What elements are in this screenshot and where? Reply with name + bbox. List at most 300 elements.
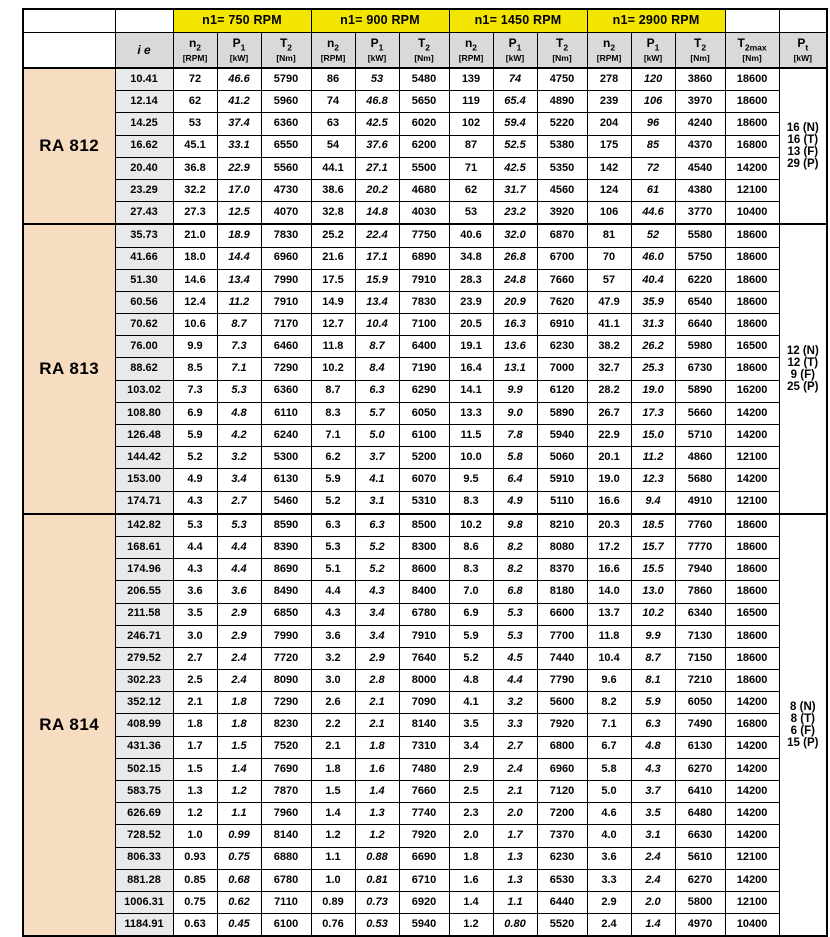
cell-t2-900: 7740	[399, 803, 449, 825]
cell-p1-2900: 61	[631, 179, 675, 201]
cell-t2-1450: 8080	[537, 536, 587, 558]
cell-t2-750: 4070	[261, 202, 311, 225]
cell-t2max: 14200	[725, 736, 779, 758]
cell-t2-1450: 6800	[537, 736, 587, 758]
gearbox-rating-table	[22, 8, 828, 937]
cell-t2max: 18600	[725, 314, 779, 336]
cell-p1-900: 0.81	[355, 869, 399, 891]
header-sub-row	[23, 33, 827, 69]
cell-t2-750: 6460	[261, 336, 311, 358]
cell-t2max: 10400	[725, 202, 779, 225]
cell-t2-750: 7960	[261, 803, 311, 825]
cell-t2-1450: 7660	[537, 269, 587, 291]
family-label-ra-812: RA 812	[23, 68, 115, 224]
cell-t2-750: 7290	[261, 692, 311, 714]
cell-n2-2900: 26.7	[587, 402, 631, 424]
cell-t2-2900: 4970	[675, 914, 725, 937]
cell-p1-750: 46.6	[217, 68, 261, 91]
cell-p1-2900: 2.4	[631, 847, 675, 869]
cell-p1-2900: 15.7	[631, 536, 675, 558]
cell-p1-750: 4.4	[217, 536, 261, 558]
cell-n2-2900: 14.0	[587, 581, 631, 603]
cell-n2-2900: 13.7	[587, 603, 631, 625]
cell-t2-750: 6100	[261, 914, 311, 937]
cell-p1-900: 5.2	[355, 536, 399, 558]
cell-t2-1450: 6230	[537, 336, 587, 358]
cell-n2-750: 12.4	[173, 291, 217, 313]
cell-n2-900: 11.8	[311, 336, 355, 358]
cell-n2-2900: 20.3	[587, 514, 631, 537]
cell-t2-750: 6780	[261, 869, 311, 891]
cell-p1-1450: 5.3	[493, 625, 537, 647]
cell-p1-900: 1.6	[355, 758, 399, 780]
table-row	[23, 179, 827, 201]
cell-p1-900: 5.2	[355, 559, 399, 581]
cell-p1-1450: 26.8	[493, 247, 537, 269]
cell-n2-1450: 2.5	[449, 781, 493, 803]
cell-p1-750: 17.0	[217, 179, 261, 201]
cell-t2max: 18600	[725, 559, 779, 581]
cell-t2-900: 7100	[399, 314, 449, 336]
header-group-n1-2900: n1= 2900 RPM	[587, 9, 725, 33]
cell-p1-750: 1.8	[217, 714, 261, 736]
cell-p1-1450: 5.3	[493, 603, 537, 625]
cell-t2-2900: 5710	[675, 425, 725, 447]
cell-n2-2900: 32.7	[587, 358, 631, 380]
cell-n2-2900: 2.9	[587, 891, 631, 913]
cell-t2-900: 8300	[399, 536, 449, 558]
cell-p1-1450: 59.4	[493, 113, 537, 135]
cell-n2-750: 45.1	[173, 135, 217, 157]
cell-n2-900: 10.2	[311, 358, 355, 380]
cell-p1-2900: 10.2	[631, 603, 675, 625]
cell-t2-750: 6360	[261, 113, 311, 135]
cell-p1-750: 4.8	[217, 402, 261, 424]
cell-p1-1450: 1.3	[493, 869, 537, 891]
cell-t2-2900: 4910	[675, 491, 725, 514]
cell-n2-900: 5.9	[311, 469, 355, 491]
cell-n2-900: 4.4	[311, 581, 355, 603]
cell-n2-750: 3.0	[173, 625, 217, 647]
cell-t2-900: 7750	[399, 224, 449, 247]
cell-n2-1450: 3.4	[449, 736, 493, 758]
cell-n2-750: 32.2	[173, 179, 217, 201]
cell-p1-1450: 0.80	[493, 914, 537, 937]
cell-p1-1450: 13.6	[493, 336, 537, 358]
cell-p1-1450: 8.2	[493, 559, 537, 581]
table-row	[23, 380, 827, 402]
family-label-ra-814: RA 814	[23, 514, 115, 937]
cell-p1-2900: 35.9	[631, 291, 675, 313]
cell-p1-2900: 1.4	[631, 914, 675, 937]
cell-t2-900: 7190	[399, 358, 449, 380]
cell-p1-900: 17.1	[355, 247, 399, 269]
table-row	[23, 402, 827, 424]
cell-p1-1450: 7.8	[493, 425, 537, 447]
cell-t2-750: 4730	[261, 179, 311, 201]
cell-t2max: 18600	[725, 113, 779, 135]
cell-t2-750: 8590	[261, 514, 311, 537]
cell-p1-750: 0.75	[217, 847, 261, 869]
cell-t2-1450: 7790	[537, 670, 587, 692]
cell-n2-1450: 139	[449, 68, 493, 91]
cell-p1-1450: 20.9	[493, 291, 537, 313]
cell-t2-1450: 5380	[537, 135, 587, 157]
table-row	[23, 425, 827, 447]
cell-p1-900: 8.7	[355, 336, 399, 358]
cell-n2-1450: 8.3	[449, 491, 493, 514]
cell-t2-2900: 3770	[675, 202, 725, 225]
cell-ie: 142.82	[115, 514, 173, 537]
cell-n2-2900: 124	[587, 179, 631, 201]
cell-p1-1450: 6.8	[493, 581, 537, 603]
header-t2-900: $T_2$ [Nm]	[399, 33, 449, 69]
cell-p1-1450: 31.7	[493, 179, 537, 201]
cell-t2-2900: 6640	[675, 314, 725, 336]
cell-n2-900: 44.1	[311, 157, 355, 179]
cell-p1-2900: 2.4	[631, 869, 675, 891]
cell-p1-750: 2.7	[217, 491, 261, 514]
cell-t2-2900: 7210	[675, 670, 725, 692]
table-row	[23, 358, 827, 380]
cell-n2-1450: 1.8	[449, 847, 493, 869]
cell-t2max: 16800	[725, 135, 779, 157]
table-row	[23, 647, 827, 669]
cell-t2-750: 6240	[261, 425, 311, 447]
cell-p1-900: 8.4	[355, 358, 399, 380]
table-row	[23, 581, 827, 603]
cell-t2-1450: 7920	[537, 714, 587, 736]
cell-n2-1450: 1.2	[449, 914, 493, 937]
table-row	[23, 670, 827, 692]
cell-t2-2900: 7940	[675, 559, 725, 581]
cell-n2-2900: 4.6	[587, 803, 631, 825]
cell-n2-750: 5.9	[173, 425, 217, 447]
cell-p1-2900: 9.9	[631, 625, 675, 647]
cell-n2-2900: 41.1	[587, 314, 631, 336]
header-group-n1-900: n1= 900 RPM	[311, 9, 449, 33]
table-row	[23, 157, 827, 179]
cell-t2-1450: 5940	[537, 425, 587, 447]
cell-n2-2900: 28.2	[587, 380, 631, 402]
cell-t2max: 18600	[725, 647, 779, 669]
cell-n2-750: 36.8	[173, 157, 217, 179]
cell-n2-750: 0.63	[173, 914, 217, 937]
cell-t2max: 14200	[725, 157, 779, 179]
cell-n2-750: 14.6	[173, 269, 217, 291]
cell-n2-750: 9.9	[173, 336, 217, 358]
cell-t2-2900: 4860	[675, 447, 725, 469]
cell-t2-900: 7910	[399, 625, 449, 647]
cell-p1-900: 53	[355, 68, 399, 91]
cell-ie: 279.52	[115, 647, 173, 669]
cell-t2-900: 4030	[399, 202, 449, 225]
cell-n2-2900: 2.4	[587, 914, 631, 937]
cell-t2-900: 6200	[399, 135, 449, 157]
cell-ie: 41.66	[115, 247, 173, 269]
cell-p1-2900: 4.3	[631, 758, 675, 780]
cell-p1-2900: 11.2	[631, 447, 675, 469]
header-n2-1450-unit: [RPM]	[458, 52, 484, 63]
cell-p1-1450: 74	[493, 68, 537, 91]
cell-ie: 60.56	[115, 291, 173, 313]
cell-t2max: 18600	[725, 291, 779, 313]
cell-n2-2900: 57	[587, 269, 631, 291]
cell-t2-750: 7110	[261, 891, 311, 913]
cell-n2-1450: 1.4	[449, 891, 493, 913]
cell-n2-1450: 14.1	[449, 380, 493, 402]
cell-p1-900: 20.2	[355, 179, 399, 201]
header-pt: $P_t$ [kW]	[779, 33, 827, 69]
cell-n2-750: 0.85	[173, 869, 217, 891]
cell-n2-900: 63	[311, 113, 355, 135]
cell-t2-1450: 5600	[537, 692, 587, 714]
cell-p1-900: 5.0	[355, 425, 399, 447]
cell-ie: 14.25	[115, 113, 173, 135]
cell-n2-900: 3.0	[311, 670, 355, 692]
cell-t2-900: 6780	[399, 603, 449, 625]
cell-p1-750: 3.2	[217, 447, 261, 469]
cell-t2-900: 6050	[399, 402, 449, 424]
table-row	[23, 603, 827, 625]
cell-t2max: 14200	[725, 758, 779, 780]
cell-t2-1450: 8370	[537, 559, 587, 581]
header-n2-750: $n_2$ [RPM]	[173, 33, 217, 69]
cell-n2-900: 7.1	[311, 425, 355, 447]
header-t2-1450: $T_2$ [Nm]	[537, 33, 587, 69]
cell-t2-2900: 5800	[675, 891, 725, 913]
cell-t2max: 18600	[725, 358, 779, 380]
cell-n2-900: 25.2	[311, 224, 355, 247]
cell-n2-1450: 11.5	[449, 425, 493, 447]
cell-n2-1450: 2.3	[449, 803, 493, 825]
cell-p1-2900: 3.1	[631, 825, 675, 847]
cell-p1-1450: 4.9	[493, 491, 537, 514]
cell-n2-1450: 40.6	[449, 224, 493, 247]
cell-t2-1450: 6910	[537, 314, 587, 336]
cell-n2-2900: 10.4	[587, 647, 631, 669]
cell-p1-750: 4.2	[217, 425, 261, 447]
cell-n2-2900: 3.3	[587, 869, 631, 891]
cell-n2-2900: 17.2	[587, 536, 631, 558]
cell-t2-2900: 4540	[675, 157, 725, 179]
header-p1-2900-unit: [kW]	[643, 52, 663, 63]
cell-t2-900: 6400	[399, 336, 449, 358]
cell-n2-750: 5.3	[173, 514, 217, 537]
table-row	[23, 291, 827, 313]
cell-t2-900: 7920	[399, 825, 449, 847]
cell-ie: 70.62	[115, 314, 173, 336]
cell-p1-1450: 13.1	[493, 358, 537, 380]
cell-ie: 108.80	[115, 402, 173, 424]
table-row	[23, 891, 827, 913]
cell-n2-750: 18.0	[173, 247, 217, 269]
cell-p1-2900: 15.0	[631, 425, 675, 447]
cell-n2-2900: 9.6	[587, 670, 631, 692]
cell-p1-2900: 4.8	[631, 736, 675, 758]
cell-t2-900: 5940	[399, 914, 449, 937]
cell-n2-750: 1.5	[173, 758, 217, 780]
header-p1-900-unit: [kW]	[367, 52, 387, 63]
cell-p1-1450: 3.2	[493, 692, 537, 714]
table-row	[23, 68, 827, 91]
cell-t2-2900: 4370	[675, 135, 725, 157]
cell-n2-900: 14.9	[311, 291, 355, 313]
cell-n2-2900: 19.0	[587, 469, 631, 491]
cell-t2-1450: 7000	[537, 358, 587, 380]
cell-n2-750: 1.8	[173, 714, 217, 736]
cell-n2-1450: 34.8	[449, 247, 493, 269]
table-row	[23, 336, 827, 358]
cell-p1-900: 2.1	[355, 692, 399, 714]
cell-t2max: 10400	[725, 914, 779, 937]
cell-t2max: 18600	[725, 670, 779, 692]
cell-n2-1450: 19.1	[449, 336, 493, 358]
table-row	[23, 269, 827, 291]
cell-t2-750: 7720	[261, 647, 311, 669]
cell-t2-1450: 7200	[537, 803, 587, 825]
cell-ie: 126.48	[115, 425, 173, 447]
cell-ie: 431.36	[115, 736, 173, 758]
cell-ie: 728.52	[115, 825, 173, 847]
cell-n2-2900: 70	[587, 247, 631, 269]
cell-p1-2900: 18.5	[631, 514, 675, 537]
table-row	[23, 536, 827, 558]
cell-ie: 1184.91	[115, 914, 173, 937]
cell-p1-750: 7.1	[217, 358, 261, 380]
header-p1-900: $P_1$ [kW]	[355, 33, 399, 69]
cell-ie: 88.62	[115, 358, 173, 380]
cell-t2-1450: 6600	[537, 603, 587, 625]
cell-p1-900: 42.5	[355, 113, 399, 135]
cell-t2-900: 5200	[399, 447, 449, 469]
cell-n2-900: 0.76	[311, 914, 355, 937]
cell-p1-750: 22.9	[217, 157, 261, 179]
cell-n2-750: 0.75	[173, 891, 217, 913]
cell-p1-1450: 4.5	[493, 647, 537, 669]
cell-ie: 626.69	[115, 803, 173, 825]
cell-t2max: 18600	[725, 224, 779, 247]
cell-n2-900: 21.6	[311, 247, 355, 269]
cell-t2-900: 7640	[399, 647, 449, 669]
cell-ie: 103.02	[115, 380, 173, 402]
cell-p1-900: 10.4	[355, 314, 399, 336]
cell-t2-1450: 6530	[537, 869, 587, 891]
cell-ie: 23.29	[115, 179, 173, 201]
cell-p1-750: 4.4	[217, 559, 261, 581]
header-group-n1-1450: n1= 1450 RPM	[449, 9, 587, 33]
cell-t2-900: 7310	[399, 736, 449, 758]
cell-n2-1450: 53	[449, 202, 493, 225]
cell-n2-750: 53	[173, 113, 217, 135]
cell-t2max: 14200	[725, 692, 779, 714]
cell-p1-900: 0.88	[355, 847, 399, 869]
cell-n2-2900: 204	[587, 113, 631, 135]
cell-t2-2900: 7860	[675, 581, 725, 603]
cell-ie: 408.99	[115, 714, 173, 736]
cell-n2-2900: 11.8	[587, 625, 631, 647]
cell-p1-750: 0.99	[217, 825, 261, 847]
cell-t2-900: 5310	[399, 491, 449, 514]
cell-t2-2900: 6270	[675, 869, 725, 891]
cell-p1-2900: 85	[631, 135, 675, 157]
cell-n2-750: 1.7	[173, 736, 217, 758]
cell-t2max: 16200	[725, 380, 779, 402]
cell-n2-2900: 142	[587, 157, 631, 179]
cell-p1-1450: 8.2	[493, 536, 537, 558]
cell-n2-900: 8.3	[311, 402, 355, 424]
cell-t2-2900: 6130	[675, 736, 725, 758]
cell-t2-1450: 6700	[537, 247, 587, 269]
cell-n2-2900: 239	[587, 91, 631, 113]
cell-n2-900: 5.1	[311, 559, 355, 581]
cell-t2-1450: 5520	[537, 914, 587, 937]
cell-p1-2900: 15.5	[631, 559, 675, 581]
cell-n2-750: 27.3	[173, 202, 217, 225]
cell-n2-1450: 87	[449, 135, 493, 157]
cell-t2-1450: 5220	[537, 113, 587, 135]
cell-p1-2900: 26.2	[631, 336, 675, 358]
cell-ie: 174.96	[115, 559, 173, 581]
cell-p1-750: 7.3	[217, 336, 261, 358]
cell-ie: 153.00	[115, 469, 173, 491]
cell-p1-900: 37.6	[355, 135, 399, 157]
cell-p1-750: 13.4	[217, 269, 261, 291]
cell-p1-2900: 3.7	[631, 781, 675, 803]
table-row	[23, 714, 827, 736]
cell-n2-1450: 10.2	[449, 514, 493, 537]
cell-t2-750: 7990	[261, 625, 311, 647]
header-corner-spacer	[23, 9, 115, 33]
cell-t2-750: 5560	[261, 157, 311, 179]
cell-p1-1450: 24.8	[493, 269, 537, 291]
cell-n2-1450: 1.6	[449, 869, 493, 891]
cell-p1-900: 0.73	[355, 891, 399, 913]
cell-p1-750: 11.2	[217, 291, 261, 313]
cell-t2-900: 7910	[399, 269, 449, 291]
cell-t2-2900: 5610	[675, 847, 725, 869]
cell-n2-750: 0.93	[173, 847, 217, 869]
cell-p1-900: 6.3	[355, 380, 399, 402]
cell-n2-750: 72	[173, 68, 217, 91]
cell-p1-750: 0.62	[217, 891, 261, 913]
cell-p1-1450: 9.8	[493, 514, 537, 537]
header-n2-2900: $n_2$ [RPM]	[587, 33, 631, 69]
header-p1-2900: $P_1$ [kW]	[631, 33, 675, 69]
cell-n2-750: 62	[173, 91, 217, 113]
table-row	[23, 91, 827, 113]
cell-ie: 20.40	[115, 157, 173, 179]
cell-p1-1450: 2.1	[493, 781, 537, 803]
cell-ie: 51.30	[115, 269, 173, 291]
cell-n2-900: 2.6	[311, 692, 355, 714]
table-row	[23, 847, 827, 869]
table-row	[23, 625, 827, 647]
header-p1-750: $P_1$ [kW]	[217, 33, 261, 69]
cell-ie: 168.61	[115, 536, 173, 558]
cell-n2-1450: 6.9	[449, 603, 493, 625]
header-n2-1450: $n_2$ [RPM]	[449, 33, 493, 69]
cell-t2-1450: 7700	[537, 625, 587, 647]
cell-n2-2900: 6.7	[587, 736, 631, 758]
cell-n2-2900: 4.0	[587, 825, 631, 847]
cell-p1-750: 12.5	[217, 202, 261, 225]
cell-p1-750: 2.9	[217, 625, 261, 647]
cell-t2-900: 6020	[399, 113, 449, 135]
cell-ie: 881.28	[115, 869, 173, 891]
cell-t2max: 14200	[725, 825, 779, 847]
cell-n2-1450: 16.4	[449, 358, 493, 380]
